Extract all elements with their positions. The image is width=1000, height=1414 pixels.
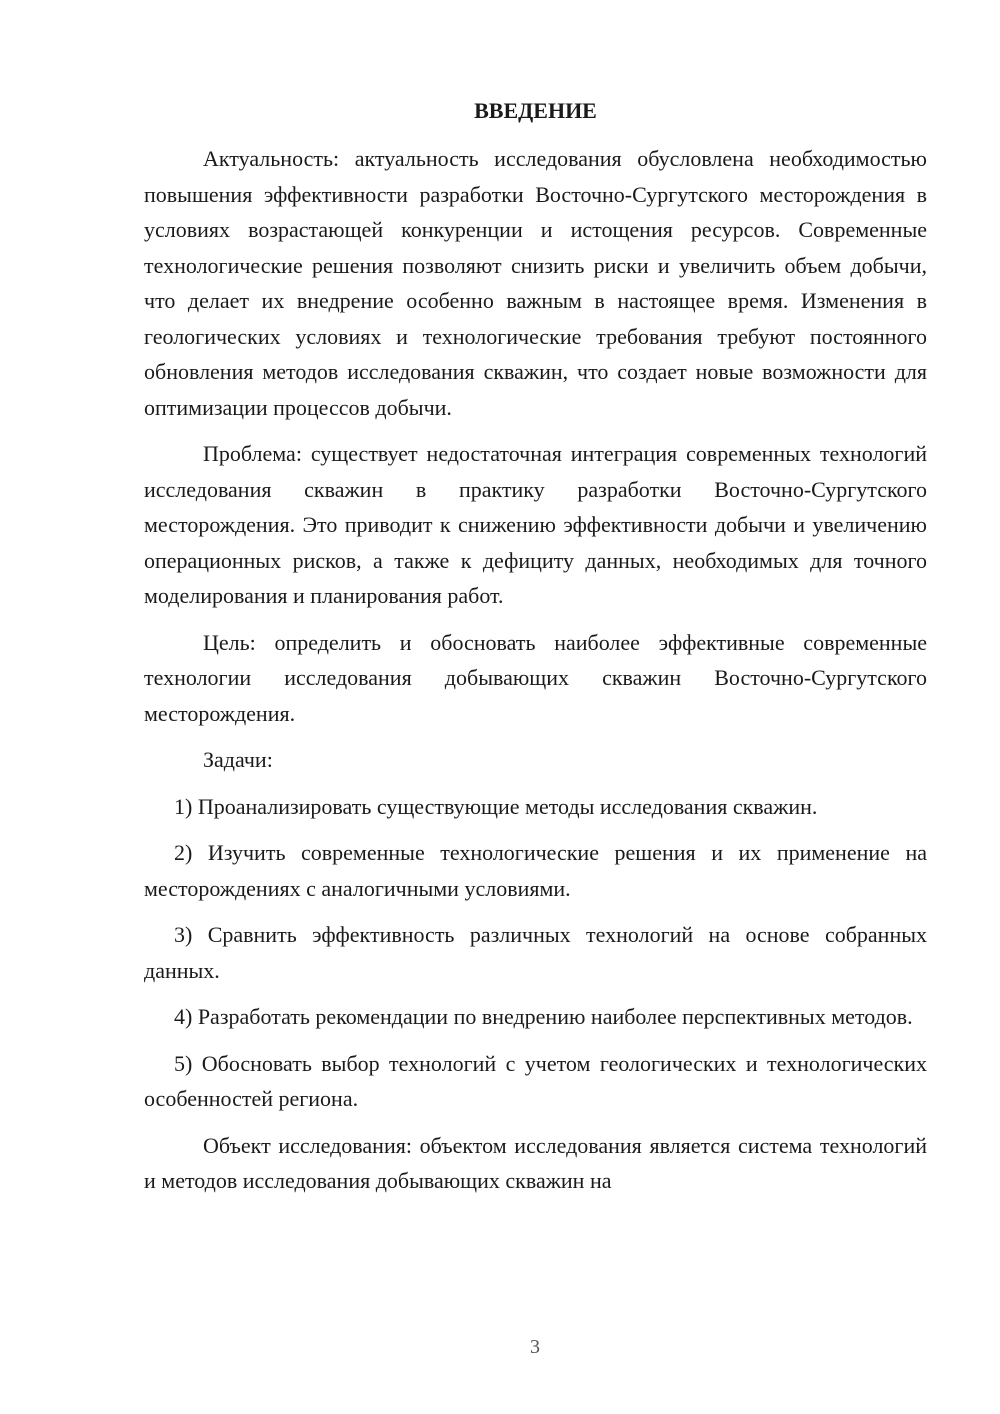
- tasks-heading: Задачи:: [203, 747, 273, 772]
- task-item-5: 5) Обосновать выбор технологий с учетом геологических и технологических особенностей региона.: [144, 1050, 927, 1111]
- task-item-4: 4) Разработать рекомендации по внедрению наиболее перспективных методов.: [174, 1004, 913, 1029]
- relevance-paragraph: Актуальность: актуальность исследования обусловлена необходимостью повышения эффективности разработки Восточно-Сургутского месторождения в условиях возрастающей конкуренции и истощения ресурсов. Современные технологические решения позволяют снизить риски и увеличить объем добычи, что делает их внедрение особенно важным в настоящее время. Изменения в геологических условиях и технологические требования требуют постоянного обновления методов исследования скважин, что создает новые возможности для оптимизации процессов добычи.: [144, 146, 927, 420]
- document-body: [144, 93, 927, 1210]
- problem-paragraph: Проблема: существует недостаточная интеграция современных технологий исследования скважин в практику разработки Восточно-Сургутского месторождения. Это приводит к снижению эффективности добычи и увеличению операционных рисков, а также к дефициту данных, необходимых для точного моделирования и планирования работ.: [144, 441, 927, 608]
- task-item-3: 3) Сравнить эффективность различных технологий на основе собранных данных.: [144, 922, 927, 983]
- page-title: ВВЕДЕНИЕ: [474, 98, 597, 123]
- task-item-1: 1) Проанализировать существующие методы исследования скважин.: [174, 793, 818, 819]
- goal-paragraph: Цель: определить и обосновать наиболее эффективные современные технологии исследования добывающих скважин Восточно-Сургутского месторождения.: [144, 629, 927, 726]
- object-paragraph: Объект исследования: объектом исследования является система технологий и методов исследования добывающих скважин на: [144, 1132, 927, 1193]
- page-number: 3: [530, 1336, 540, 1358]
- task-item-2: 2) Изучить современные технологические решения и их применение на месторождениях с аналогичными условиями.: [144, 840, 927, 901]
